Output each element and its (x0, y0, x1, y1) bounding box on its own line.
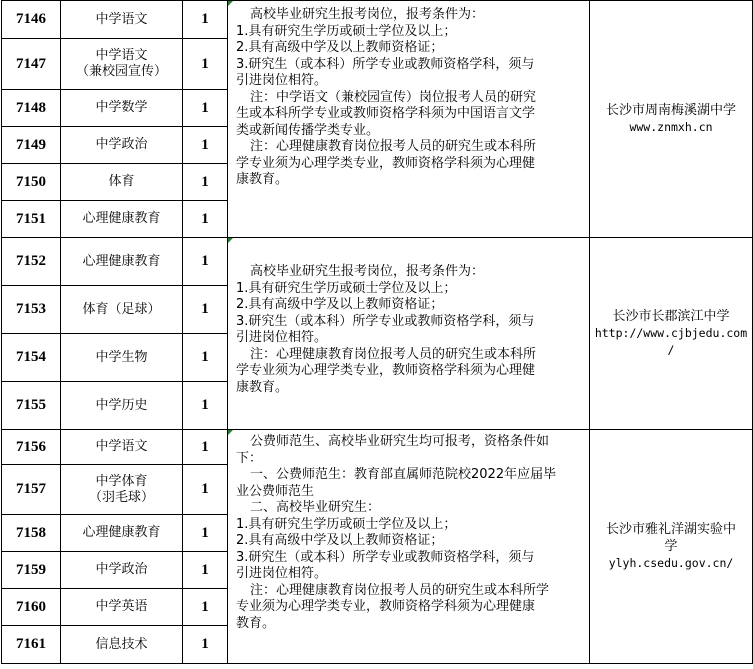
position-count: 1 (183, 626, 228, 664)
position-subject (61, 626, 183, 664)
position-count: 1 (183, 286, 228, 334)
subject-line: 中学政治 (95, 137, 148, 152)
subject-line: 心理健康教育 (82, 253, 161, 269)
position-subject (61, 90, 183, 127)
subject-line: 心理健康教育 (82, 525, 161, 540)
school-cell (590, 238, 753, 430)
condition-line: 业公费师范生 (236, 483, 315, 499)
condition-line: 引进岗位相符。 (236, 330, 328, 345)
subject-line: （羽毛球） (88, 489, 154, 505)
cell-comment-marker (228, 1, 233, 6)
position-count: 1 (183, 1, 228, 39)
condition-line: 注：心理健康教育岗位报考人员的研究生或本科所 (250, 139, 537, 154)
school-website-link[interactable]: www.znmxh.cn (629, 120, 713, 134)
subject-line: 体育 (108, 174, 135, 189)
condition-line: 1.具有研究生学历或硕士学位及以上； (236, 280, 457, 296)
position-subject (61, 334, 183, 382)
condition-line: 引进岗位相符。 (236, 73, 328, 88)
subject-line: 中学体育 (95, 473, 148, 489)
position-count: 1 (183, 589, 228, 626)
condition-line: 1.具有研究生学历或硕士学位及以上； (236, 516, 457, 532)
position-subject (61, 515, 183, 552)
position-code: 7156 (2, 430, 61, 465)
condition-line: 学专业须为心理学类专业，教师资格学科须为心理健 (236, 363, 536, 378)
position-subject (61, 589, 183, 626)
school-name: 长沙市雅礼洋湖实验中 (605, 522, 736, 537)
condition-line: 生或本科所学专业或教师资格学科须为中国语言文学 (236, 106, 536, 121)
condition-line: 注：心理健康教育岗位报考人员的研究生或本科所学 (250, 582, 550, 598)
condition-line: 注：中学语文（兼校园宣传）岗位报考人员的研究 (250, 89, 537, 105)
subject-line: 中学生物 (95, 349, 148, 365)
condition-line: 2.具有高级中学及以上教师资格证； (236, 297, 444, 312)
position-count: 1 (183, 238, 228, 286)
position-code: 7159 (2, 552, 61, 589)
position-subject (61, 39, 183, 90)
school-name: 学 (664, 539, 678, 554)
position-code: 7150 (2, 164, 61, 201)
position-count: 1 (183, 39, 228, 90)
school-cell (590, 430, 753, 664)
subject-line: （兼校园宣传） (75, 64, 167, 79)
school-name: 长沙市长郡滨江中学 (612, 309, 730, 324)
position-code: 7146 (2, 1, 61, 39)
position-count: 1 (183, 164, 228, 201)
position-count: 1 (183, 201, 228, 238)
position-code: 7160 (2, 589, 61, 626)
condition-line: 康教育。 (236, 172, 289, 187)
condition-line: 专业须为心理学类专业，教师资格学科须为心理健康 (236, 599, 536, 614)
position-subject (61, 201, 183, 238)
recruitment-table (1, 0, 753, 664)
table-row (2, 238, 753, 286)
position-code: 7158 (2, 515, 61, 552)
position-subject (61, 127, 183, 164)
position-code: 7154 (2, 334, 61, 382)
condition-line: 3.研究生（或本科）所学专业或教师资格学科，须与 (236, 56, 535, 72)
position-count: 1 (183, 552, 228, 589)
school-website-link[interactable]: ylyh.csedu.gov.cn/ (608, 556, 734, 570)
condition-line: 1.具有研究生学历或硕士学位及以上； (236, 23, 457, 39)
condition-line: 3.研究生（或本科）所学专业或教师资格学科，须与 (236, 549, 535, 565)
position-subject (61, 1, 183, 39)
position-code: 7151 (2, 201, 61, 238)
condition-line: 一、公费师范生：教育部直属师范院校2022年应届毕 (250, 467, 557, 482)
subject-line: 中学历史 (95, 397, 148, 413)
condition-line: 学专业须为心理学类专业，教师资格学科须为心理健 (236, 155, 536, 171)
position-count: 1 (183, 90, 228, 127)
condition-line: 类或新闻传播学类专业。 (236, 122, 380, 138)
position-count: 1 (183, 382, 228, 430)
cell-comment-marker (228, 430, 233, 435)
conditions-cell (228, 1, 590, 238)
conditions-cell (228, 238, 590, 430)
position-code: 7157 (2, 465, 61, 515)
subject-line: 中学数学 (95, 100, 148, 115)
position-subject (61, 164, 183, 201)
table-row (2, 1, 753, 39)
condition-line: 注：心理健康教育岗位报考人员的研究生或本科所 (250, 346, 537, 362)
subject-line: 中学英语 (95, 599, 148, 614)
condition-line: 2.具有高级中学及以上教师资格证； (236, 533, 444, 548)
school-cell (590, 1, 753, 238)
conditions-cell (228, 430, 590, 664)
position-subject (61, 552, 183, 589)
position-subject (61, 286, 183, 334)
position-count: 1 (183, 515, 228, 552)
position-count: 1 (183, 334, 228, 382)
subject-line: 心理健康教育 (82, 211, 161, 226)
subject-line: 中学语文 (95, 11, 148, 27)
position-subject (61, 382, 183, 430)
school-name: 长沙市周南梅溪湖中学 (605, 103, 736, 118)
subject-line: 信息技术 (95, 636, 148, 652)
condition-line: 高校毕业研究生报考岗位，报考条件为： (250, 7, 485, 22)
school-website-link[interactable]: / (667, 343, 675, 357)
subject-line: 中学语文 (95, 439, 148, 454)
position-code: 7148 (2, 90, 61, 127)
condition-line: 康教育。 (236, 379, 289, 395)
position-code: 7147 (2, 39, 61, 90)
condition-line: 3.研究生（或本科）所学专业或教师资格学科，须与 (236, 313, 535, 329)
subject-line: 体育（足球） (82, 301, 161, 317)
condition-line: 高校毕业研究生报考岗位，报考条件为： (250, 264, 485, 279)
subject-line: 中学语文 (95, 48, 148, 63)
position-count: 1 (183, 127, 228, 164)
position-code: 7153 (2, 286, 61, 334)
table-row (2, 430, 753, 465)
condition-line: 公费师范生、高校毕业研究生均可报考，资格条件如 (250, 434, 550, 449)
school-website-link[interactable]: http://www.cjbjedu.com (594, 326, 748, 340)
condition-line: 下： (236, 450, 263, 466)
condition-line: 2.具有高级中学及以上教师资格证； (236, 40, 444, 55)
cell-comment-marker (228, 238, 233, 243)
position-count: 1 (183, 465, 228, 515)
position-code: 7152 (2, 238, 61, 286)
condition-line: 二、高校毕业研究生： (250, 500, 381, 515)
condition-line: 引进岗位相符。 (236, 566, 328, 581)
position-subject (61, 430, 183, 465)
position-code: 7161 (2, 626, 61, 664)
position-subject (61, 465, 183, 515)
position-subject (61, 238, 183, 286)
subject-line: 中学政治 (95, 562, 148, 577)
position-code: 7149 (2, 127, 61, 164)
position-count: 1 (183, 430, 228, 465)
position-code: 7155 (2, 382, 61, 430)
condition-line: 教育。 (236, 615, 276, 631)
